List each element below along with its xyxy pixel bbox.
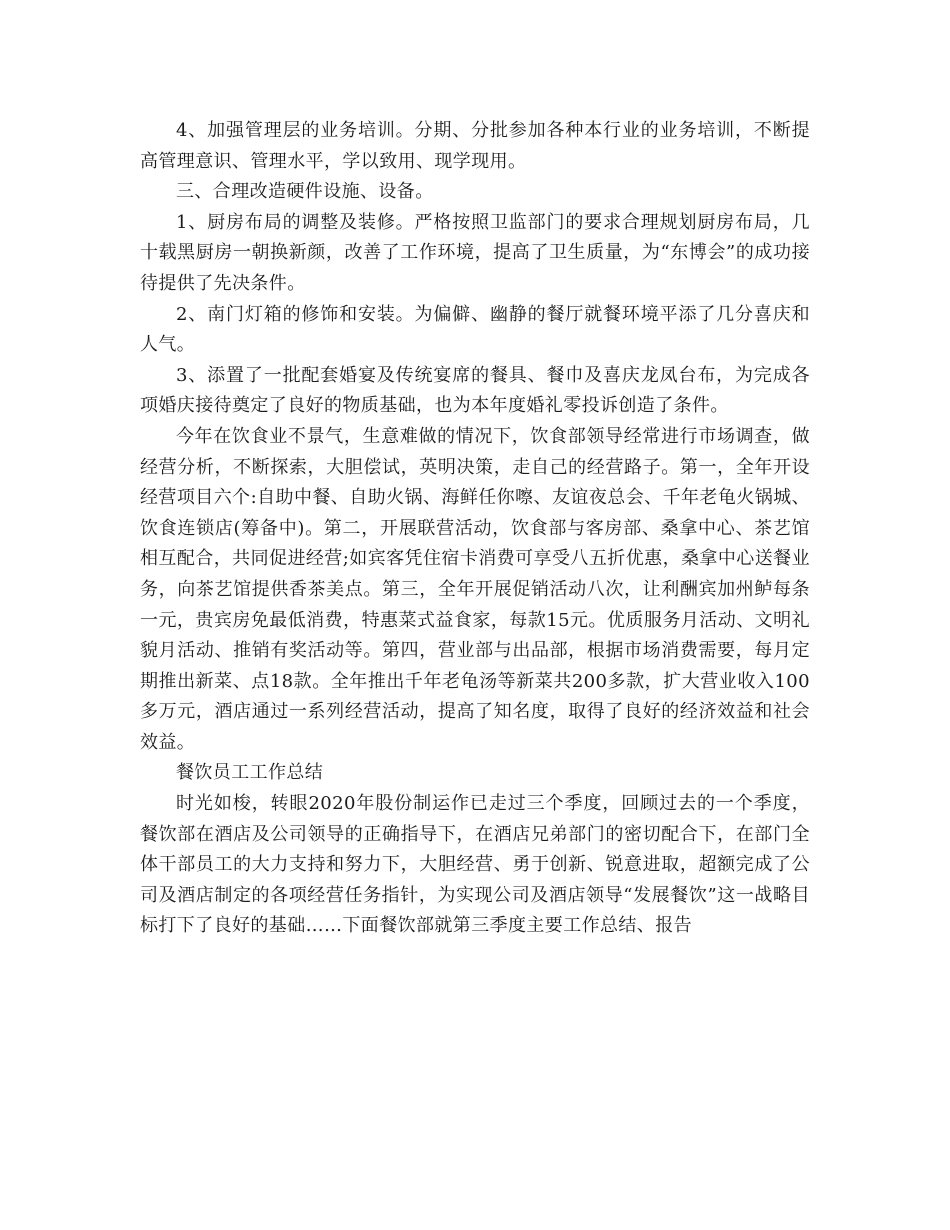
document-page	[140, 116, 810, 942]
section-heading-summary: 餐饮员工工作总结	[176, 762, 324, 784]
section-heading-hardware: 三、合理改造硬件设施、设备。	[176, 181, 434, 203]
paragraph-tableware: 3、添置了一批配套婚宴及传统宴席的餐具、餐巾及喜庆龙凤台布，为完成各项婚庆接待奠定了良好的物质基础，也为本年度婚礼零投诉创造了条件。	[140, 364, 810, 417]
paragraph-training: 4、加强管理层的业务培训。分期、分批参加各种本行业的业务培训，不断提高管理意识、管理水平，学以致用、现学现用。	[140, 120, 810, 172]
paragraph-kitchen: 1、厨房布局的调整及装修。严格按照卫监部门的要求合理规划厨房布局，几十载黑厨房一朝换新颜，改善了工作环境，提高了卫生质量，为“东博会”的成功接待提供了先决条件。	[140, 211, 810, 294]
paragraph-lightbox: 2、南门灯箱的修饰和安装。为偏僻、幽静的餐厅就餐环境平添了几分喜庆和人气。	[140, 303, 810, 356]
paragraph-quarter-review: 时光如梭，转眼2020年股份制运作已走过三个季度，回顾过去的一个季度，餐饮部在酒店及公司领导的正确指导下，在酒店兄弟部门的密切配合下，在部门全体干部员工的大力支持和努力下，大胆经营、勇于创新、锐意进取，超额完成了公司及酒店制定的各项经营任务指针，为实现公司及酒店领导“发展餐饮”这一战略目标打下了良好的基础……下面餐饮部就第三季度主要工作总结、报告	[140, 793, 810, 937]
paragraph-business: 今年在饮食业不景气，生意难做的情况下，饮食部领导经常进行市场调查，做经营分析，不断探索，大胆偿试，英明决策，走自己的经营路子。第一，全年开设经营项目六个:自助中餐、自助火锅、海鲜任你嚓、友谊夜总会、千年老龟火锅城、饮食连锁店(筹备中)。第二，开展联营活动，饮食部与客房部、桑拿中心、茶艺馆相互配合，共同促进经营;如宾客凭住宿卡消费可享受八五折优惠，桑拿中心送餐业务，向茶艺馆提供香茶美点。第三，全年开展促销活动八次，让利酬宾加州鲈每条一元，贵宾房免最低消费，特惠菜式益食家，每款15元。优质服务月活动、文明礼貌月活动、推销有奖活动等。第四，营业部与出品部，根据市场消费需要，每月定期推出新菜、点18款。全年推出千年老龟汤等新菜共200多款，扩大营业收入100多万元，酒店通过一系列经营活动，提高了知名度，取得了良好的经济效益和社会效益。	[140, 425, 810, 753]
